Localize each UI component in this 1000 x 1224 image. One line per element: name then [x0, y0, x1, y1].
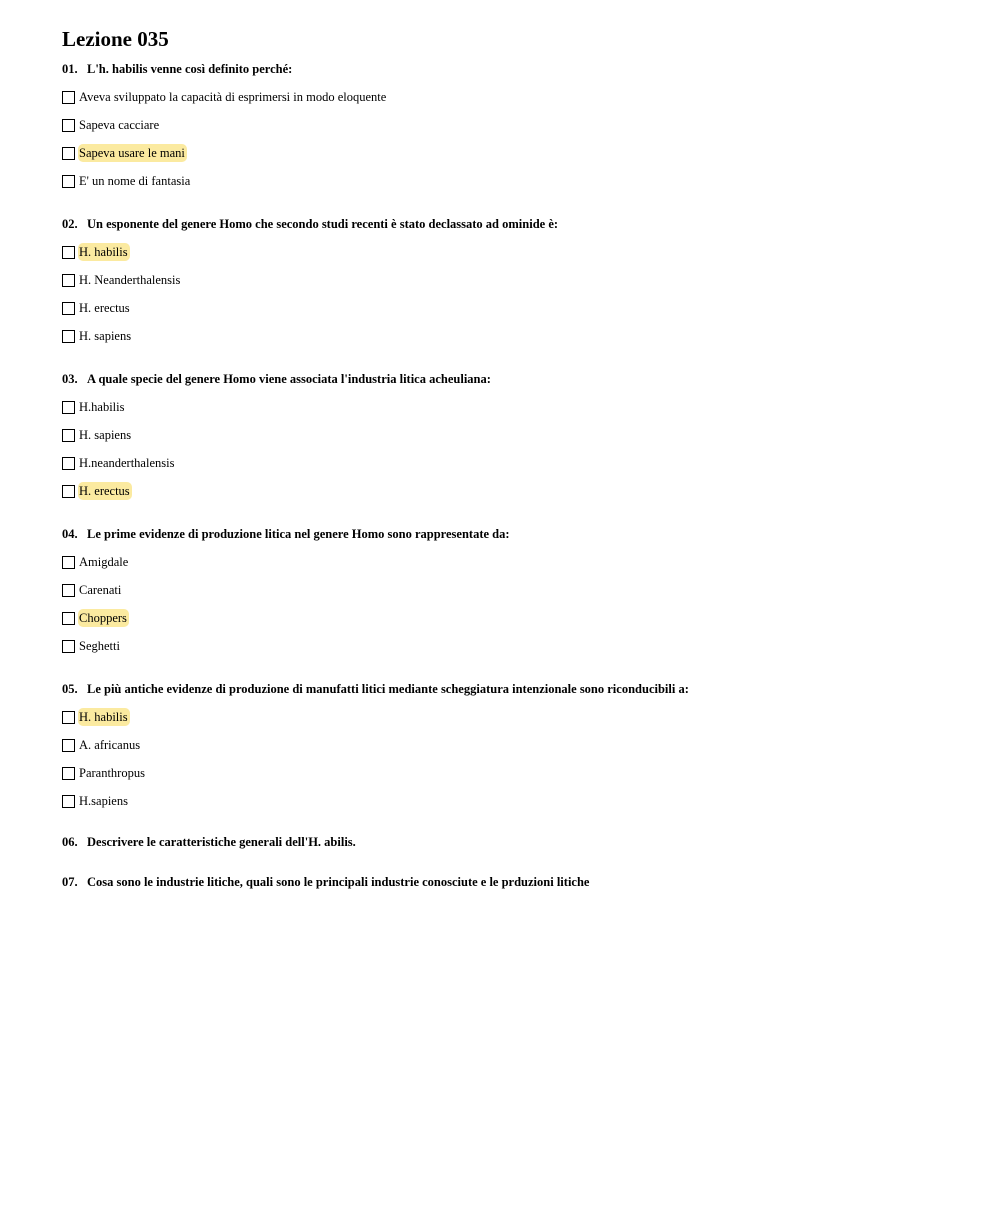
answer-option[interactable] [62, 139, 962, 167]
answer-checkbox[interactable] [62, 612, 75, 625]
answer-checkbox[interactable] [62, 330, 75, 343]
question-04 [62, 526, 962, 660]
question-06 [62, 834, 962, 850]
answer-checkbox[interactable] [62, 795, 75, 808]
answer-label-highlighted: Sapeva usare le mani [79, 146, 185, 160]
answer-option[interactable] [62, 477, 962, 505]
answer-option[interactable] [62, 167, 962, 195]
page-title: Lezione 035 [62, 27, 169, 51]
answer-option[interactable] [62, 449, 962, 477]
answer-checkbox[interactable] [62, 711, 75, 724]
answer-option[interactable] [62, 266, 962, 294]
question-02 [62, 216, 962, 350]
answer-checkbox[interactable] [62, 556, 75, 569]
question-prompt: Le prime evidenze di produzione litica nel genere Homo sono rappresentate da: [87, 527, 510, 541]
answer-label-highlighted: H. habilis [79, 710, 128, 724]
answer-checkbox[interactable] [62, 401, 75, 414]
question-number: 02. [62, 217, 78, 231]
answer-option[interactable] [62, 632, 962, 660]
answer-checkbox[interactable] [62, 274, 75, 287]
answer-checkbox[interactable] [62, 302, 75, 315]
answer-checkbox[interactable] [62, 739, 75, 752]
question-number: 03. [62, 372, 78, 386]
answer-option[interactable] [62, 703, 962, 731]
answer-options [62, 703, 962, 815]
question-number: 05. [62, 682, 78, 696]
question-number: 01. [62, 62, 78, 76]
answer-option[interactable] [62, 393, 962, 421]
answer-checkbox[interactable] [62, 485, 75, 498]
answer-option[interactable] [62, 548, 962, 576]
answer-option[interactable] [62, 759, 962, 787]
answer-label: H.habilis [79, 400, 125, 414]
question-text [62, 526, 962, 542]
question-number: 07. [62, 875, 78, 889]
answer-checkbox[interactable] [62, 175, 75, 188]
answer-checkbox[interactable] [62, 119, 75, 132]
answer-checkbox[interactable] [62, 429, 75, 442]
question-prompt: Le più antiche evidenze di produzione di manufatti litici mediante scheggiatura intenzionale sono riconducibili a: [87, 682, 689, 696]
question-01 [62, 61, 962, 195]
answer-checkbox[interactable] [62, 457, 75, 470]
answer-options [62, 238, 962, 350]
answer-label: H. sapiens [79, 329, 132, 343]
answer-options [62, 393, 962, 505]
answer-label-highlighted: H. habilis [79, 245, 128, 259]
answer-label: E' un nome di fantasia [79, 174, 191, 188]
question-text [62, 834, 962, 850]
answer-checkbox[interactable] [62, 91, 75, 104]
answer-label: H.sapiens [79, 794, 128, 808]
answer-label: A. africanus [79, 738, 141, 752]
question-number: 04. [62, 527, 78, 541]
answer-option[interactable] [62, 322, 962, 350]
answer-option[interactable] [62, 83, 962, 111]
question-prompt: Un esponente del genere Homo che secondo studi recenti è stato declassato ad ominide è: [87, 217, 559, 231]
answer-options [62, 83, 962, 195]
question-text [62, 61, 962, 77]
quiz-page [62, 26, 962, 890]
question-prompt: L'h. habilis venne così definito perché: [87, 62, 293, 76]
answer-label-highlighted: H. erectus [79, 484, 130, 498]
answer-checkbox[interactable] [62, 584, 75, 597]
question-text [62, 216, 962, 232]
question-text [62, 874, 962, 890]
question-number: 06. [62, 835, 78, 849]
answer-checkbox[interactable] [62, 640, 75, 653]
answer-option[interactable] [62, 604, 962, 632]
answer-checkbox[interactable] [62, 246, 75, 259]
question-03 [62, 371, 962, 505]
answer-option[interactable] [62, 576, 962, 604]
answer-option[interactable] [62, 731, 962, 759]
answer-label: H.neanderthalensis [79, 456, 175, 470]
answer-option[interactable] [62, 421, 962, 449]
question-prompt: Descrivere le caratteristiche generali dell'H. abilis. [87, 835, 356, 849]
answer-checkbox[interactable] [62, 147, 75, 160]
answer-label-highlighted: Choppers [79, 611, 127, 625]
answer-option[interactable] [62, 294, 962, 322]
answer-label: Aveva sviluppato la capacità di esprimersi in modo eloquente [79, 90, 387, 104]
answer-label: Paranthropus [79, 766, 145, 780]
answer-option[interactable] [62, 111, 962, 139]
answer-option[interactable] [62, 238, 962, 266]
answer-label: Sapeva cacciare [79, 118, 160, 132]
answer-option[interactable] [62, 787, 962, 815]
answer-checkbox[interactable] [62, 767, 75, 780]
question-text [62, 681, 962, 697]
question-prompt: A quale specie del genere Homo viene associata l'industria litica acheuliana: [87, 372, 491, 386]
answer-label: Seghetti [79, 639, 120, 653]
answer-options [62, 548, 962, 660]
question-text [62, 371, 962, 387]
answer-label: H. Neanderthalensis [79, 273, 181, 287]
answer-label: H. sapiens [79, 428, 132, 442]
question-07 [62, 874, 962, 890]
answer-label: Amigdale [79, 555, 129, 569]
answer-label: Carenati [79, 583, 122, 597]
question-prompt: Cosa sono le industrie litiche, quali sono le principali industrie conosciute e le prduzioni litiche [87, 875, 590, 889]
answer-label: H. erectus [79, 301, 130, 315]
question-05 [62, 681, 962, 815]
